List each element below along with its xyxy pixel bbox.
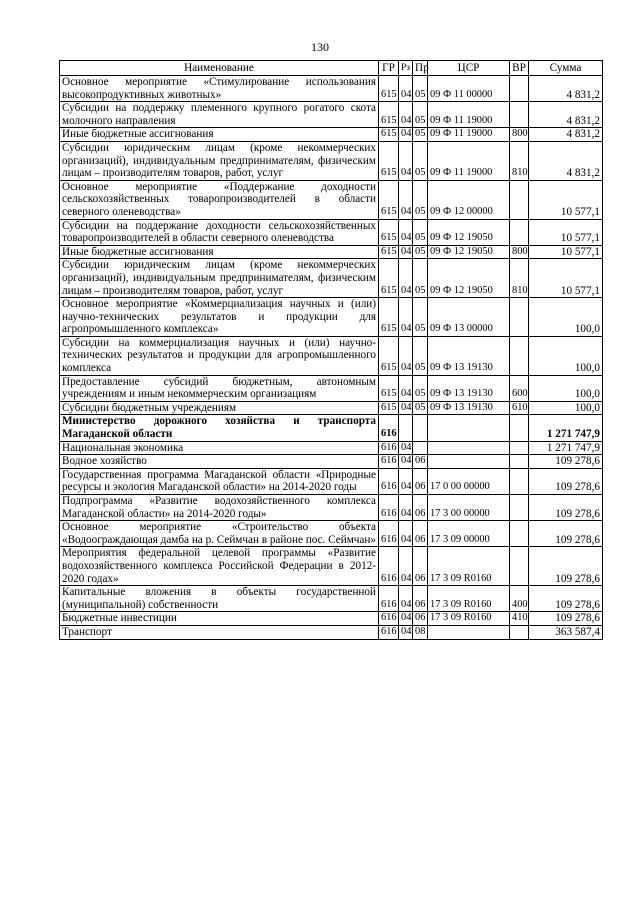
cell-csr: 09 Ф 12 00000 xyxy=(428,180,510,219)
cell-pr: 05 xyxy=(413,102,428,128)
cell-sum: 4 831,2 xyxy=(529,141,603,180)
cell-csr: 09 Ф 13 19130 xyxy=(428,401,510,415)
cell-csr: 09 Ф 13 19130 xyxy=(428,375,510,401)
cell-pr: 06 xyxy=(413,468,428,494)
cell-gr: 616 xyxy=(379,521,399,547)
cell-rz: 04 xyxy=(399,245,413,259)
cell-rz: 04 xyxy=(399,401,413,415)
cell-vr xyxy=(510,219,529,245)
header-vr: ВР xyxy=(510,61,529,76)
table-row xyxy=(60,375,603,401)
cell-rz: 04 xyxy=(399,521,413,547)
cell-name: Субсидии на коммерциализация научных и (или) научно-технических результатов и продукции для агропромышленного комплекса xyxy=(60,336,379,375)
cell-name: Предоставление субсидий бюджетным, автономным учреждениям и иным некоммерческим организациям xyxy=(60,375,379,401)
cell-rz: 04 xyxy=(399,586,413,612)
cell-csr: 09 Ф 12 19050 xyxy=(428,259,510,298)
cell-rz: 04 xyxy=(399,625,413,639)
cell-csr: 17 3 09 00000 xyxy=(428,521,510,547)
cell-csr: 09 Ф 11 19000 xyxy=(428,128,510,142)
cell-rz: 04 xyxy=(399,495,413,521)
cell-gr: 616 xyxy=(379,495,399,521)
table-body xyxy=(60,76,603,640)
cell-name: Иные бюджетные ассигнования xyxy=(60,128,379,142)
cell-name: Основное мероприятие «Поддержание доходности сельскохозяйственных товаропроизводителей в области северного оленеводства» xyxy=(60,180,379,219)
cell-pr: 08 xyxy=(413,625,428,639)
cell-pr: 05 xyxy=(413,336,428,375)
cell-pr: 06 xyxy=(413,612,428,626)
cell-name: Бюджетные инвестиции xyxy=(60,612,379,626)
cell-gr: 615 xyxy=(379,128,399,142)
cell-rz xyxy=(399,415,413,441)
cell-csr: 17 3 09 R0160 xyxy=(428,547,510,586)
cell-vr: 410 xyxy=(510,612,529,626)
table-row xyxy=(60,298,603,337)
cell-csr: 09 Ф 11 19000 xyxy=(428,102,510,128)
table-row xyxy=(60,102,603,128)
cell-name: Субсидии на поддержание доходности сельскохозяйственных товаропроизводителей в области северного оленеводства xyxy=(60,219,379,245)
cell-csr xyxy=(428,625,510,639)
header-pr: Пр xyxy=(413,61,428,76)
cell-sum: 363 587,4 xyxy=(529,625,603,639)
table-row xyxy=(60,180,603,219)
cell-name: Национальная экономика xyxy=(60,441,379,455)
table-row xyxy=(60,521,603,547)
cell-gr: 616 xyxy=(379,625,399,639)
cell-gr: 615 xyxy=(379,141,399,180)
cell-vr xyxy=(510,495,529,521)
cell-rz: 04 xyxy=(399,102,413,128)
cell-gr: 615 xyxy=(379,219,399,245)
table-row xyxy=(60,468,603,494)
cell-rz: 04 xyxy=(399,468,413,494)
cell-csr: 09 Ф 11 19000 xyxy=(428,141,510,180)
cell-csr: 17 0 00 00000 xyxy=(428,468,510,494)
cell-name: Субсидии юридическим лицам (кроме некоммерческих организаций), индивидуальным предпринимателям, физическим лицам – производителям товаров, работ, услуг xyxy=(60,141,379,180)
cell-gr: 616 xyxy=(379,468,399,494)
cell-rz: 04 xyxy=(399,128,413,142)
cell-csr: 09 Ф 11 00000 xyxy=(428,76,510,102)
cell-name: Транспорт xyxy=(60,625,379,639)
cell-vr: 400 xyxy=(510,586,529,612)
cell-pr: 05 xyxy=(413,401,428,415)
cell-vr: 800 xyxy=(510,128,529,142)
cell-csr: 09 Ф 12 19050 xyxy=(428,245,510,259)
cell-gr: 616 xyxy=(379,441,399,455)
cell-sum: 1 271 747,9 xyxy=(529,415,603,441)
table-row xyxy=(60,259,603,298)
cell-sum: 10 577,1 xyxy=(529,219,603,245)
cell-csr: 17 3 00 00000 xyxy=(428,495,510,521)
cell-vr xyxy=(510,336,529,375)
cell-pr: 05 xyxy=(413,298,428,337)
cell-name: Подпрограмма «Развитие водохозяйственного комплекса Магаданской области» на 2014-2020 годы» xyxy=(60,495,379,521)
cell-vr: 610 xyxy=(510,401,529,415)
cell-sum: 1 271 747,9 xyxy=(529,441,603,455)
cell-csr xyxy=(428,415,510,441)
cell-pr: 05 xyxy=(413,128,428,142)
cell-rz: 04 xyxy=(399,547,413,586)
cell-csr: 17 3 09 R0160 xyxy=(428,612,510,626)
cell-sum: 109 278,6 xyxy=(529,468,603,494)
cell-pr: 06 xyxy=(413,586,428,612)
cell-pr: 06 xyxy=(413,495,428,521)
cell-vr xyxy=(510,76,529,102)
table-row xyxy=(60,336,603,375)
table-header-row xyxy=(60,61,603,76)
header-csr: ЦСР xyxy=(428,61,510,76)
table-row xyxy=(60,76,603,102)
cell-sum: 109 278,6 xyxy=(529,547,603,586)
cell-sum: 100,0 xyxy=(529,401,603,415)
page-number: 130 xyxy=(311,40,329,54)
header-sum: Сумма xyxy=(529,61,603,76)
cell-pr: 06 xyxy=(413,547,428,586)
table-row xyxy=(60,547,603,586)
cell-sum: 4 831,2 xyxy=(529,128,603,142)
cell-pr: 05 xyxy=(413,259,428,298)
cell-name: Субсидии юридическим лицам (кроме некоммерческих организаций), индивидуальным предпринимателям, физическим лицам – производителям товаров, работ, услуг xyxy=(60,259,379,298)
cell-csr: 09 Ф 13 00000 xyxy=(428,298,510,337)
cell-gr: 615 xyxy=(379,375,399,401)
cell-rz: 04 xyxy=(399,455,413,469)
cell-vr: 800 xyxy=(510,245,529,259)
cell-gr: 615 xyxy=(379,259,399,298)
table-row xyxy=(60,495,603,521)
cell-gr: 615 xyxy=(379,401,399,415)
cell-vr xyxy=(510,625,529,639)
cell-csr: 09 Ф 13 19130 xyxy=(428,336,510,375)
cell-gr: 616 xyxy=(379,612,399,626)
cell-gr: 615 xyxy=(379,76,399,102)
cell-sum: 109 278,6 xyxy=(529,495,603,521)
cell-pr: 05 xyxy=(413,245,428,259)
budget-table xyxy=(59,60,603,640)
cell-rz: 04 xyxy=(399,612,413,626)
cell-csr xyxy=(428,455,510,469)
cell-rz: 04 xyxy=(399,375,413,401)
table-row xyxy=(60,415,603,441)
cell-gr: 616 xyxy=(379,415,399,441)
cell-rz: 04 xyxy=(399,180,413,219)
cell-sum: 10 577,1 xyxy=(529,245,603,259)
cell-gr: 615 xyxy=(379,180,399,219)
table-row xyxy=(60,612,603,626)
cell-vr xyxy=(510,415,529,441)
cell-gr: 615 xyxy=(379,336,399,375)
cell-name: Иные бюджетные ассигнования xyxy=(60,245,379,259)
table-row xyxy=(60,625,603,639)
cell-name: Основное мероприятие «Строительство объекта «Водоограждающая дамба на р. Сеймчан в районе пос. Сеймчан» xyxy=(60,521,379,547)
cell-pr: 06 xyxy=(413,455,428,469)
cell-vr xyxy=(510,102,529,128)
cell-pr: 05 xyxy=(413,141,428,180)
cell-rz: 04 xyxy=(399,259,413,298)
cell-sum: 10 577,1 xyxy=(529,259,603,298)
cell-pr xyxy=(413,441,428,455)
cell-csr xyxy=(428,441,510,455)
cell-vr xyxy=(510,298,529,337)
cell-vr xyxy=(510,547,529,586)
cell-pr xyxy=(413,415,428,441)
cell-sum: 100,0 xyxy=(529,298,603,337)
cell-vr: 810 xyxy=(510,141,529,180)
table-row xyxy=(60,141,603,180)
cell-rz: 04 xyxy=(399,336,413,375)
table-row xyxy=(60,128,603,142)
cell-gr: 616 xyxy=(379,547,399,586)
table-row xyxy=(60,586,603,612)
cell-name: Водное хозяйство xyxy=(60,455,379,469)
cell-pr: 05 xyxy=(413,180,428,219)
cell-sum: 109 278,6 xyxy=(529,586,603,612)
cell-name: Мероприятия федеральной целевой программы «Развитие водохозяйственного комплекса Российской Федерации в 2012-2020 годах» xyxy=(60,547,379,586)
cell-sum: 100,0 xyxy=(529,336,603,375)
cell-vr xyxy=(510,468,529,494)
cell-gr: 616 xyxy=(379,586,399,612)
cell-sum: 4 831,2 xyxy=(529,102,603,128)
cell-gr: 615 xyxy=(379,245,399,259)
cell-vr xyxy=(510,521,529,547)
cell-vr xyxy=(510,180,529,219)
cell-sum: 10 577,1 xyxy=(529,180,603,219)
header-name: Наименование xyxy=(60,61,379,76)
cell-vr: 600 xyxy=(510,375,529,401)
cell-name: Основное мероприятие «Стимулирование использования высокопродуктивных животных» xyxy=(60,76,379,102)
cell-sum: 109 278,6 xyxy=(529,455,603,469)
table-row xyxy=(60,245,603,259)
cell-sum: 4 831,2 xyxy=(529,76,603,102)
table-row xyxy=(60,219,603,245)
cell-name: Субсидии бюджетным учреждениям xyxy=(60,401,379,415)
cell-name: Капитальные вложения в объекты государственной (муниципальной) собственности xyxy=(60,586,379,612)
table-row xyxy=(60,441,603,455)
cell-rz: 04 xyxy=(399,141,413,180)
cell-name: Субсидии на поддержку племенного крупного рогатого скота молочного направления xyxy=(60,102,379,128)
cell-name: Государственная программа Магаданской области «Природные ресурсы и экология Магаданской области» на 2014-2020 годы xyxy=(60,468,379,494)
cell-vr xyxy=(510,441,529,455)
cell-sum: 100,0 xyxy=(529,375,603,401)
cell-rz: 04 xyxy=(399,219,413,245)
cell-vr: 810 xyxy=(510,259,529,298)
cell-rz: 04 xyxy=(399,441,413,455)
cell-rz: 04 xyxy=(399,76,413,102)
cell-pr: 05 xyxy=(413,375,428,401)
cell-sum: 109 278,6 xyxy=(529,612,603,626)
cell-gr: 616 xyxy=(379,455,399,469)
cell-csr: 17 3 09 R0160 xyxy=(428,586,510,612)
table-row xyxy=(60,401,603,415)
cell-vr xyxy=(510,455,529,469)
cell-gr: 615 xyxy=(379,298,399,337)
cell-name: Основное мероприятие «Коммерциализация научных и (или) научно-технических результатов и продукции для агропромышленного комплекса» xyxy=(60,298,379,337)
cell-pr: 05 xyxy=(413,76,428,102)
cell-pr: 06 xyxy=(413,521,428,547)
cell-csr: 09 Ф 12 19050 xyxy=(428,219,510,245)
table-row xyxy=(60,455,603,469)
cell-name: Министерство дорожного хозяйства и транспорта Магаданской области xyxy=(60,415,379,441)
cell-rz: 04 xyxy=(399,298,413,337)
header-gr: ГР xyxy=(379,61,399,76)
cell-pr: 05 xyxy=(413,219,428,245)
header-rz: Рз xyxy=(399,61,413,76)
cell-gr: 615 xyxy=(379,102,399,128)
cell-sum: 109 278,6 xyxy=(529,521,603,547)
